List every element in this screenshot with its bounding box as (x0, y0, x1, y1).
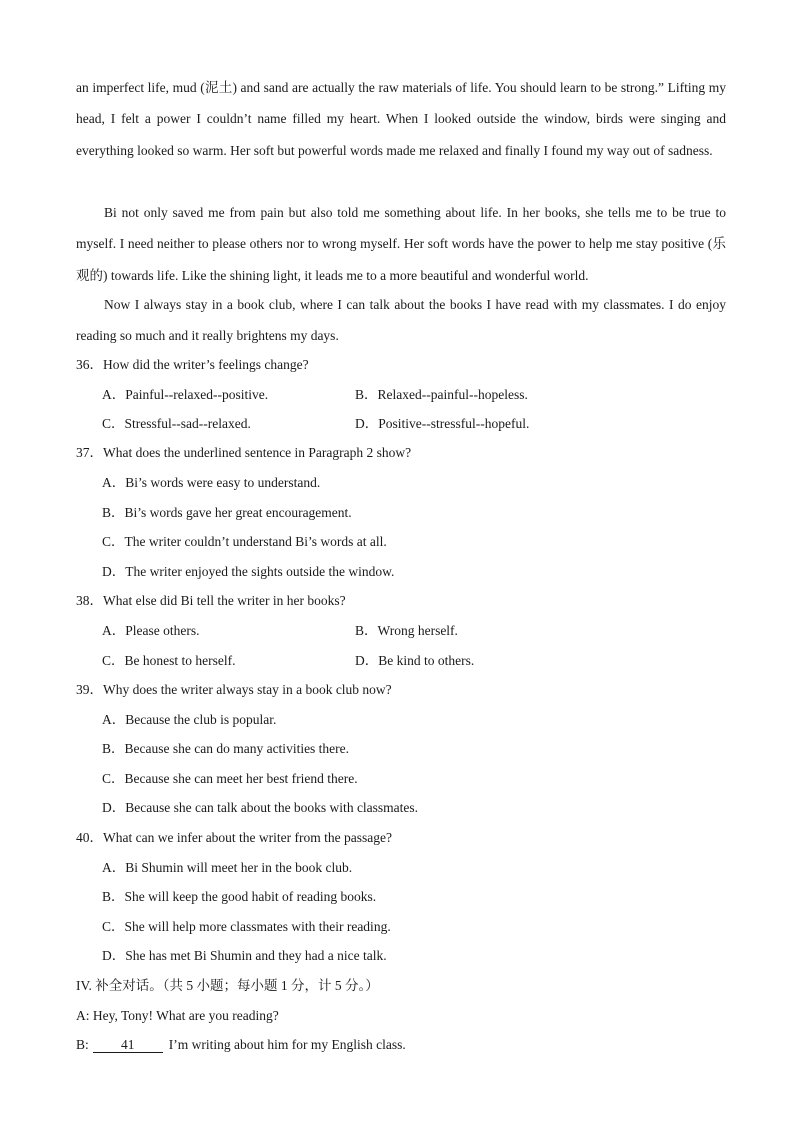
q40-option-d: D．She has met Bi Shumin and they had a nice talk. (102, 948, 387, 963)
q40-option-b: B．She will keep the good habit of reading books. (102, 889, 377, 904)
q37-option-d: D．The writer enjoyed the sights outside the window. (102, 564, 395, 579)
question-38: 38．What else did Bi tell the writer in her books? (76, 593, 346, 608)
q36-option-d: D．Positive--stressful--hopeful. (355, 416, 530, 431)
section-iv-heading: IV. 补全对话。（共 5 小题；每小题 1 分，计 5 分。） (76, 978, 379, 993)
dialogue-line-b (76, 1036, 406, 1054)
q36-option-b: B．Relaxed--painful--hopeless. (355, 387, 528, 402)
speaker-b: B: (76, 1037, 89, 1052)
q38-option-a: A．Please others. (102, 623, 200, 638)
paragraph-2: Bi not only saved me from pain but also told me something about life. In her books, she tells me to be true to myself. I need neither to please others nor to wrong myself. Her soft words have the power to help me stay positive (乐观的) towards life. Like the shining light, it leads me to a more beautiful and wonderful world. (76, 205, 726, 283)
q39-option-b: B．Because she can do many activities there. (102, 741, 350, 756)
q39-option-a: A．Because the club is popular. (102, 712, 277, 727)
q38-option-c: C．Be honest to herself. (102, 653, 236, 668)
dialogue-line-a: A: Hey, Tony! What are you reading? (76, 1008, 279, 1023)
paragraph-3: Now I always stay in a book club, where I can talk about the books I have read with my classmates. I do enjoy reading so much and it really brightens my days. (76, 297, 726, 344)
q37-option-c: C．The writer couldn’t understand Bi’s words at all. (102, 534, 387, 549)
q40-option-c: C．She will help more classmates with their reading. (102, 919, 391, 934)
question-40: 40．What can we infer about the writer from the passage? (76, 830, 392, 845)
line-b-text: I’m writing about him for my English class. (168, 1037, 406, 1052)
q36-option-a: A．Painful--relaxed--positive. (102, 387, 269, 402)
q36-option-c: C．Stressful--sad--relaxed. (102, 416, 251, 431)
blank-41[interactable]: 41 (93, 1037, 163, 1053)
q38-option-b: B．Wrong herself. (355, 623, 458, 638)
q37-option-a: A．Bi’s words were easy to understand. (102, 475, 321, 490)
q37-option-b: B．Bi’s words gave her great encouragement. (102, 505, 352, 520)
q39-option-c: C．Because she can meet her best friend there. (102, 771, 358, 786)
q40-option-a: A．Bi Shumin will meet her in the book club. (102, 860, 353, 875)
question-37: 37．What does the underlined sentence in Paragraph 2 show? (76, 445, 412, 460)
q39-option-d: D．Because she can talk about the books with classmates. (102, 800, 419, 815)
question-39: 39．Why does the writer always stay in a book club now? (76, 682, 392, 697)
q38-option-d: D．Be kind to others. (355, 653, 475, 668)
paragraph-1-end: an imperfect life, mud (泥土) and sand are actually the raw materials of life. You should learn to be strong.” Lifting my head, I felt a power I couldn’t name filled my heart. When I looked outside the window, birds were singing and everything looked so warm. Her soft but powerful words made me relaxed and finally I found my way out of sadness. (76, 80, 726, 158)
question-36: 36．How did the writer’s feelings change? (76, 357, 309, 372)
